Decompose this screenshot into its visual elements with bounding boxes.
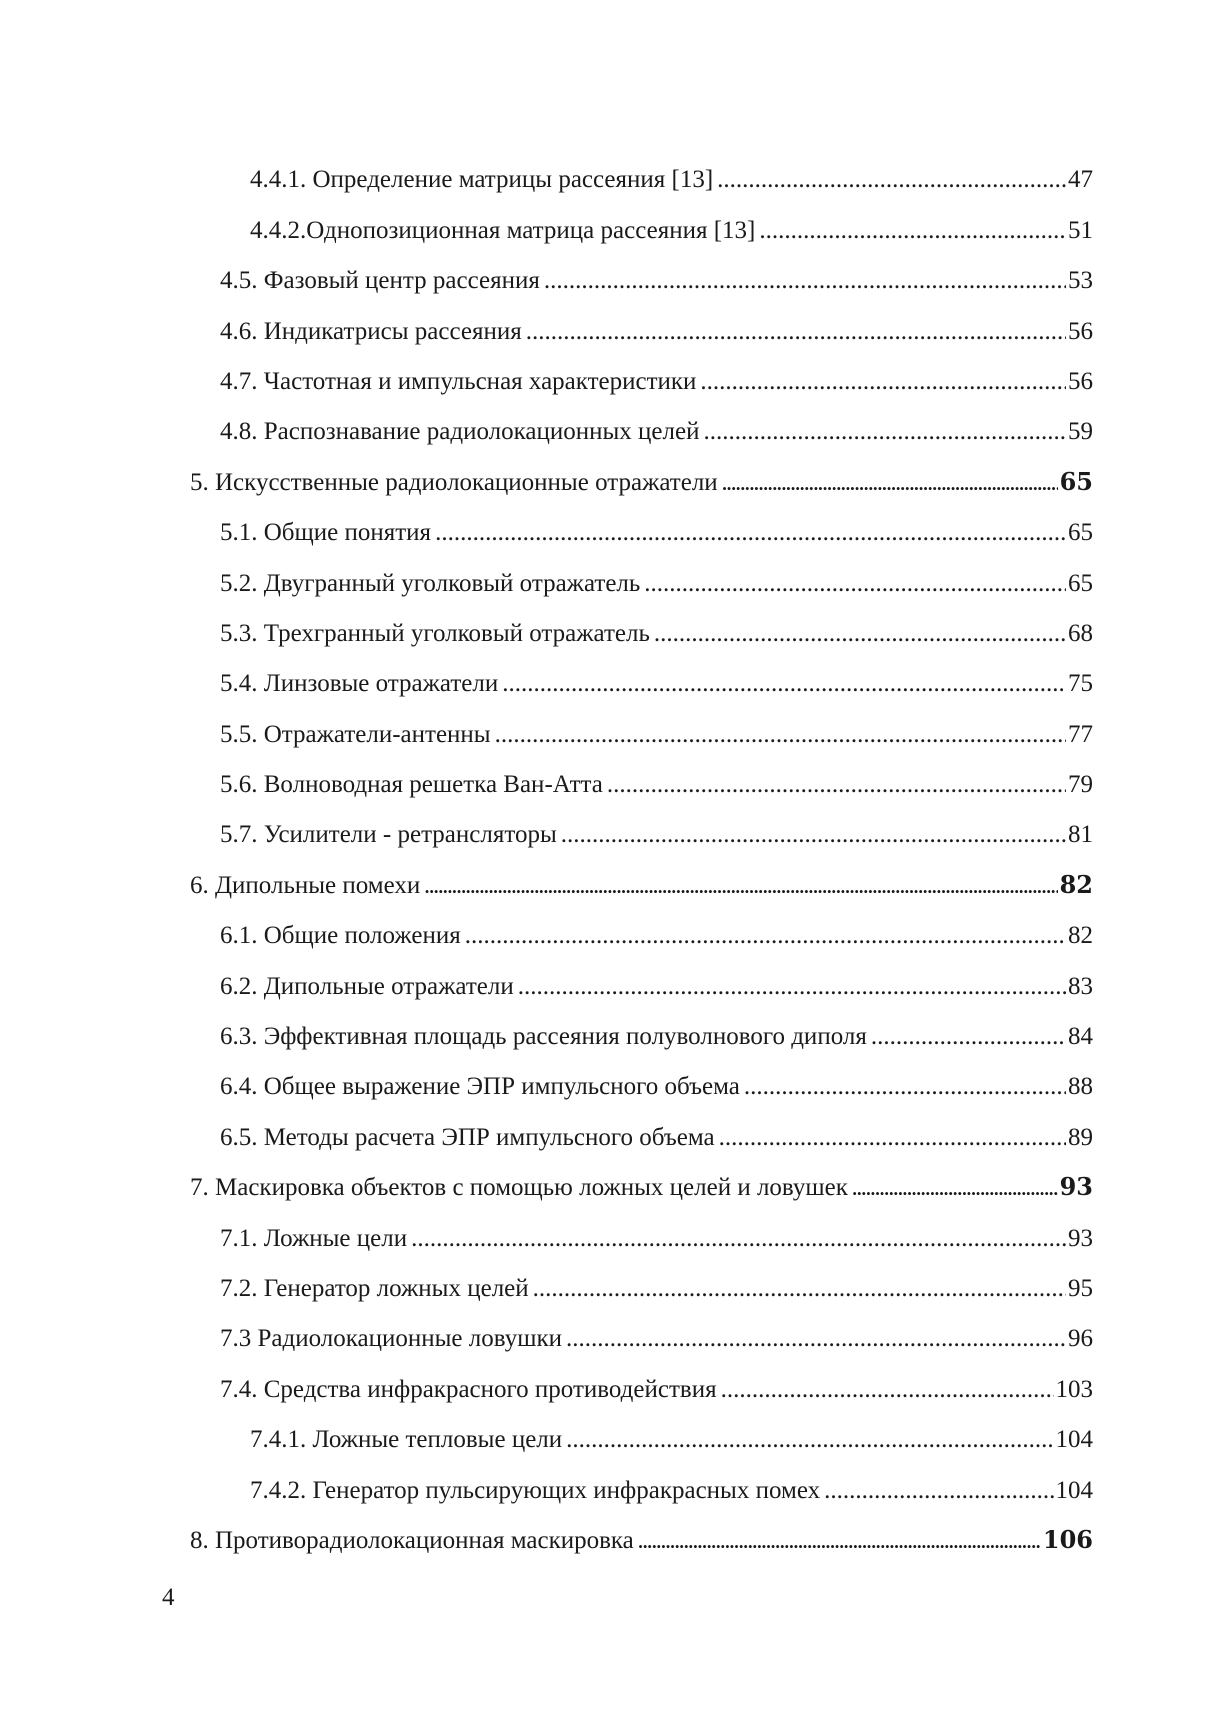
toc-entry-page: 88	[1068, 1073, 1093, 1101]
toc-entry[interactable]	[0, 1168, 1218, 1218]
toc-entry-line	[190, 467, 1093, 497]
toc-entry-number: 7.	[190, 1174, 215, 1202]
toc-entry[interactable]	[0, 865, 1218, 915]
toc-entry[interactable]	[0, 1369, 1218, 1419]
toc-entry-number: 8.	[190, 1526, 215, 1554]
toc-dot-leader	[411, 1225, 1066, 1253]
toc-entry[interactable]	[0, 412, 1218, 462]
toc-entry-line	[220, 1073, 1093, 1101]
toc-entry[interactable]	[0, 1269, 1218, 1319]
toc-entry-title: Дипольные помехи	[215, 871, 421, 899]
toc-entry-title: Частотная и импульсная характеристики	[263, 367, 697, 395]
toc-entry-number: 6.2.	[220, 972, 264, 1000]
toc-entry-line	[220, 1376, 1093, 1404]
toc-entry-title: Волноводная решетка Ван-Атта	[263, 771, 603, 799]
toc-entry-title: Индикатрисы рассеяния	[263, 317, 522, 345]
toc-dot-leader	[654, 620, 1066, 648]
toc-dot-leader	[533, 1275, 1066, 1303]
toc-dot-leader	[644, 570, 1066, 598]
toc-entry-title: Однопозиционная матрица рассеяния [13]	[306, 216, 756, 244]
toc-entry-line	[220, 368, 1093, 396]
toc-entry-page: 56	[1068, 367, 1093, 395]
toc-entry-number: 5.2.	[220, 569, 264, 597]
toc-entry[interactable]	[0, 160, 1218, 210]
toc-entry-page: 65	[1068, 569, 1093, 597]
toc-entry-title: Радиолокационные ловушки	[257, 1325, 562, 1353]
toc-entry-line	[220, 1023, 1093, 1051]
toc-entry-title: Усилители - ретрансляторы	[263, 821, 557, 849]
toc-entry[interactable]	[0, 614, 1218, 664]
toc-entry[interactable]	[0, 1017, 1218, 1067]
toc-entry-number: 4.8.	[220, 418, 264, 446]
toc-entry-title: Маскировка объектов с помощью ложных целей и ловушек	[215, 1174, 848, 1202]
toc-entry[interactable]	[0, 1218, 1218, 1268]
toc-entry[interactable]	[0, 362, 1218, 412]
toc-entry-line	[190, 1172, 1093, 1202]
toc-dot-leader	[424, 878, 1057, 897]
toc-entry-number: 5.	[190, 468, 215, 496]
toc-entry-line	[220, 519, 1093, 547]
toc-dot-leader	[852, 1180, 1058, 1199]
toc-entry-page: 75	[1068, 670, 1093, 698]
toc-dot-leader	[722, 475, 1058, 494]
toc-entry-line	[220, 821, 1093, 849]
toc-entry-page: 68	[1068, 619, 1093, 647]
toc-entry-page: 82	[1068, 922, 1093, 950]
toc-entry[interactable]	[0, 765, 1218, 815]
toc-entry-title: Средства инфракрасного противодействия	[263, 1375, 717, 1403]
toc-entry-page: 83	[1068, 972, 1093, 1000]
toc-entry-page: 79	[1068, 771, 1093, 799]
toc-entry-number: 4.4.1.	[250, 166, 313, 194]
toc-entry-line	[250, 217, 1093, 245]
toc-entry-number: 7.3	[220, 1325, 258, 1353]
toc-entry-number: 6.3.	[220, 1023, 264, 1051]
toc-entry-title: Генератор ложных целей	[263, 1274, 529, 1302]
toc-dot-leader	[526, 318, 1066, 346]
toc-entry-title: Распознавание радиолокационных целей	[263, 418, 700, 446]
toc-entry-title: Дипольные отражатели	[263, 972, 514, 1000]
toc-entry-page: 89	[1068, 1123, 1093, 1151]
toc-entry-line	[220, 570, 1093, 598]
toc-dot-leader	[495, 721, 1066, 749]
toc-entry-page: 93	[1068, 1224, 1093, 1252]
toc-entry-line	[220, 1325, 1093, 1353]
toc-dot-leader	[719, 1124, 1066, 1152]
toc-entry-number: 6.4.	[220, 1073, 264, 1101]
toc-dot-leader	[824, 1477, 1053, 1505]
toc-entry-title: Общее выражение ЭПР импульсного объема	[263, 1073, 740, 1101]
toc-dot-leader	[561, 821, 1066, 849]
toc-entry-line	[220, 922, 1093, 950]
toc-dot-leader	[703, 418, 1066, 446]
toc-entry-page: 77	[1068, 720, 1093, 748]
toc-entry[interactable]	[0, 311, 1218, 361]
toc-entry[interactable]	[0, 815, 1218, 865]
toc-entry-number: 7.4.2.	[250, 1476, 313, 1504]
toc-entry[interactable]	[0, 261, 1218, 311]
toc-entry-page: 95	[1068, 1274, 1093, 1302]
toc-entry-title: Общие понятия	[263, 519, 432, 547]
toc-entry-page: 65	[1059, 466, 1093, 496]
toc-entry[interactable]	[0, 664, 1218, 714]
toc-entry-number: 5.3.	[220, 619, 264, 647]
toc-entry-title: Эффективная площадь рассеяния полуволнового диполя	[263, 1023, 867, 1051]
toc-entry-number: 6.	[190, 871, 215, 899]
toc-entry-title: Определение матрицы рассеяния [13]	[312, 166, 714, 194]
toc-dot-leader	[518, 973, 1066, 1001]
toc-entry-number: 6.1.	[220, 922, 264, 950]
toc-dot-leader	[871, 1023, 1066, 1051]
toc-entry[interactable]	[0, 1470, 1218, 1520]
toc-entry-title: Линзовые отражатели	[263, 670, 499, 698]
toc-entry-page: 53	[1068, 267, 1093, 295]
toc-entry-page: 84	[1068, 1023, 1093, 1051]
toc-entry-number: 7.4.	[220, 1375, 264, 1403]
toc-dot-leader	[638, 1533, 1041, 1552]
toc-dot-leader	[700, 368, 1066, 396]
toc-entry-number: 4.7.	[220, 367, 264, 395]
toc-dot-leader	[544, 267, 1066, 295]
toc-entry-title: Двугранный уголковый отражатель	[263, 569, 641, 597]
toc-entry[interactable]	[0, 1319, 1218, 1369]
toc-entry-number: 5.1.	[220, 519, 264, 547]
toc-entry[interactable]	[0, 1420, 1218, 1470]
toc-entry-line	[220, 670, 1093, 698]
toc-dot-leader	[566, 1426, 1053, 1454]
toc-dot-leader	[721, 1376, 1054, 1404]
toc-entry-line	[190, 870, 1093, 900]
toc-entry[interactable]	[0, 1521, 1218, 1571]
toc-entry[interactable]	[0, 563, 1218, 613]
toc-entry-line	[220, 973, 1093, 1001]
toc-entry-number: 6.5.	[220, 1123, 264, 1151]
toc-entry-number: 4.4.2.	[250, 216, 307, 244]
toc-dot-leader	[717, 166, 1066, 194]
toc-entry-page: 81	[1068, 821, 1093, 849]
toc-entry-title: Ложные тепловые цели	[312, 1426, 563, 1454]
toc-dot-leader	[607, 771, 1066, 799]
toc-entry-page: 103	[1055, 1375, 1093, 1403]
toc-entry-line	[190, 1525, 1093, 1555]
toc-entry-page: 65	[1068, 519, 1093, 547]
toc-entry-line	[220, 418, 1093, 446]
toc-entry-line	[250, 1477, 1093, 1505]
toc-entry[interactable]	[0, 714, 1218, 764]
toc-entry[interactable]	[0, 210, 1218, 260]
toc-entry-line	[220, 318, 1093, 346]
toc-entry-number: 5.6.	[220, 771, 264, 799]
toc-entry[interactable]	[0, 1067, 1218, 1117]
toc-entry-page: 82	[1059, 869, 1093, 899]
toc-entry-title: Ложные цели	[263, 1224, 408, 1252]
page-number: 4	[162, 1584, 175, 1611]
toc-entry-page: 104	[1055, 1476, 1093, 1504]
toc-dot-leader	[759, 217, 1066, 245]
toc-entry-title: Генератор пульсирующих инфракрасных помех	[312, 1476, 821, 1504]
toc-entry-title: Методы расчета ЭПР импульсного объема	[263, 1123, 715, 1151]
toc-entry-page: 106	[1042, 1524, 1093, 1554]
toc-entry[interactable]	[0, 462, 1218, 512]
table-of-contents	[0, 160, 1218, 1571]
toc-entry-line	[220, 1124, 1093, 1152]
toc-dot-leader	[465, 922, 1066, 950]
toc-entry-line	[220, 721, 1093, 749]
toc-entry-title: Противорадиолокационная маскировка	[215, 1526, 634, 1554]
toc-entry-line	[250, 166, 1093, 194]
toc-entry-line	[250, 1426, 1093, 1454]
toc-entry-number: 7.2.	[220, 1274, 264, 1302]
toc-entry-number: 4.5.	[220, 267, 264, 295]
toc-entry-page: 93	[1059, 1172, 1093, 1202]
toc-entry[interactable]	[0, 966, 1218, 1016]
toc-entry[interactable]	[0, 916, 1218, 966]
toc-entry-number: 5.7.	[220, 821, 264, 849]
toc-entry-page: 47	[1068, 166, 1093, 194]
toc-entry-line	[220, 267, 1093, 295]
toc-entry-line	[220, 1275, 1093, 1303]
toc-entry[interactable]	[0, 513, 1218, 563]
toc-entry-page: 51	[1068, 216, 1093, 244]
toc-entry-number: 7.1.	[220, 1224, 264, 1252]
toc-entry-page: 96	[1068, 1325, 1093, 1353]
toc-entry-page: 104	[1055, 1426, 1093, 1454]
toc-entry-title: Общие положения	[263, 922, 461, 950]
toc-entry-title: Искусственные радиолокационные отражатели	[215, 468, 718, 496]
toc-dot-leader	[435, 519, 1066, 547]
toc-dot-leader	[566, 1325, 1066, 1353]
toc-dot-leader	[744, 1073, 1066, 1101]
toc-entry-page: 59	[1068, 418, 1093, 446]
toc-entry-number: 5.5.	[220, 720, 264, 748]
toc-entry-title: Отражатели-антенны	[263, 720, 491, 748]
toc-entry-line	[220, 1225, 1093, 1253]
toc-entry-line	[220, 620, 1093, 648]
toc-entry-number: 7.4.1.	[250, 1426, 313, 1454]
toc-entry-number: 5.4.	[220, 670, 264, 698]
toc-entry-page: 56	[1068, 317, 1093, 345]
toc-entry-line	[220, 771, 1093, 799]
toc-entry[interactable]	[0, 1117, 1218, 1167]
toc-entry-title: Фазовый центр рассеяния	[263, 267, 540, 295]
toc-dot-leader	[502, 670, 1066, 698]
toc-entry-number: 4.6.	[220, 317, 264, 345]
toc-entry-title: Трехгранный уголковый отражатель	[263, 619, 650, 647]
